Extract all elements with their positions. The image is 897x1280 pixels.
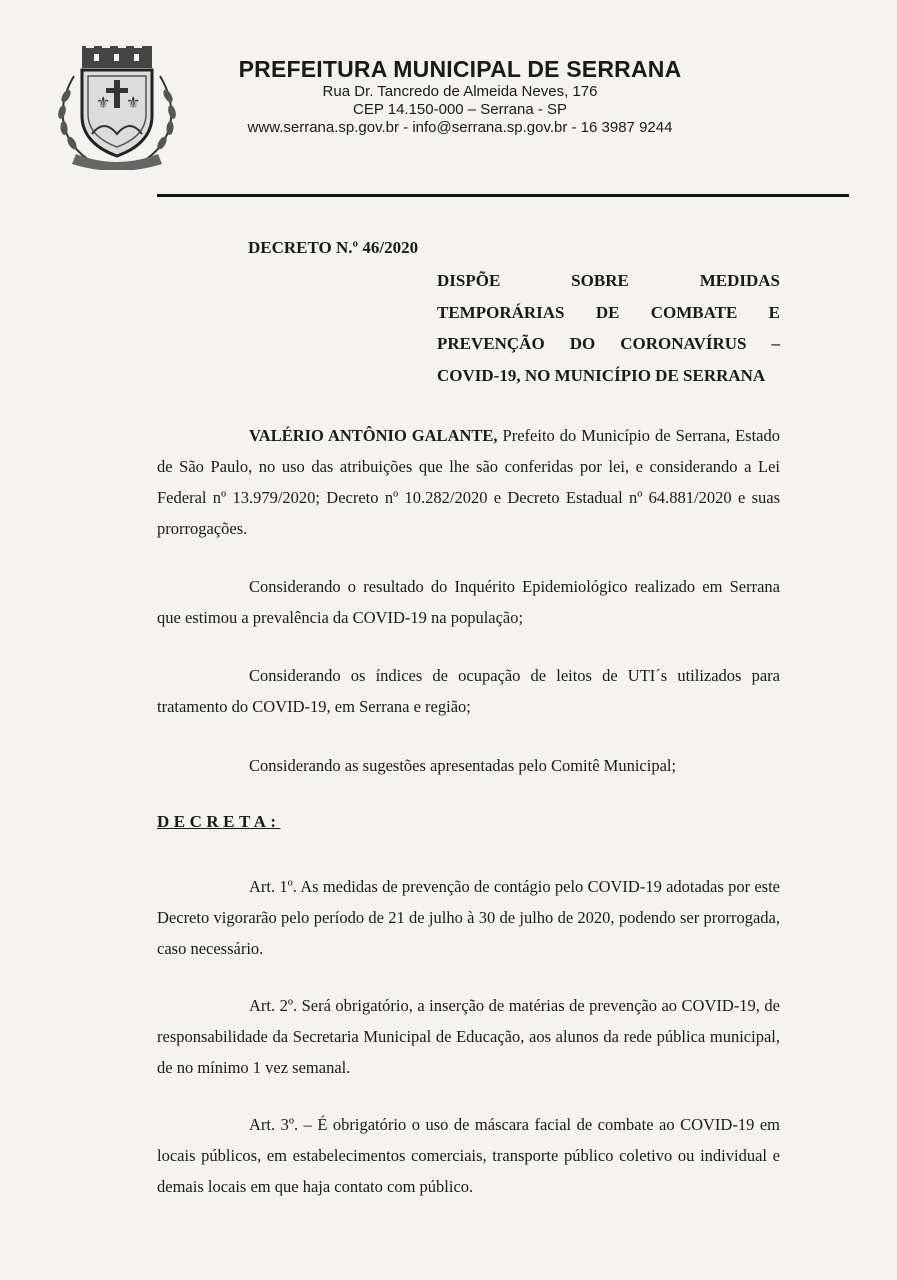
article-paragraph: Art. 1º. As medidas de prevenção de contágio pelo COVID-19 adotadas por este Decreto vigorarão pelo período de 21 de julho à 30 de julho de 2020, podendo ser prorrogada, caso necessário. (157, 877, 780, 958)
municipal-crest-icon (52, 36, 182, 170)
decree-ementa (437, 265, 780, 391)
letterhead (180, 55, 740, 137)
cep-line: CEP 14.150-000 – Serrana - SP (352, 101, 568, 118)
address-line: Rua Dr. Tancredo de Almeida Neves, 176 (322, 83, 598, 100)
considerando-paragraph: Considerando os índices de ocupação de leitos de UTI´s utilizados para tratamento do COVID-19, em Serrana e região; (157, 666, 780, 716)
considerando-paragraph: Considerando o resultado do Inquérito Epidemiológico realizado em Serrana que estimou a prevalência da COVID-19 na população; (157, 577, 780, 627)
preamble-paragraph (157, 420, 780, 544)
svg-text:⚜: ⚜ (126, 93, 141, 112)
article-paragraph: Art. 2º. Será obrigatório, a inserção de matérias de prevenção ao COVID-19, de responsabilidade da Secretaria Municipal de Educação, aos alunos da rede pública municipal, de no mínimo 1 vez semanal. (157, 996, 780, 1077)
mayor-name: VALÉRIO ANTÔNIO GALANTE, (249, 426, 498, 445)
decreta-heading: DECRETA: (157, 812, 281, 831)
article-paragraph: Art. 3º. – É obrigatório o uso de máscara facial de combate ao COVID-19 em locais públicos, em estabelecimentos comerciais, transporte público coletivo ou individual e demais locais em que haja contato com público. (157, 1115, 780, 1196)
ementa-line: COVID-19, NO MUNICÍPIO DE SERRANA (437, 365, 766, 385)
prefeitura-title: PREFEITURA MUNICIPAL DE SERRANA (238, 56, 682, 82)
considerando-paragraph: Considerando as sugestões apresentadas pelo Comitê Municipal; (249, 756, 677, 775)
decree-number: DECRETO N.º 46/2020 (248, 238, 419, 257)
preamble-text: Prefeito do Município de Serrana, Estado de São Paulo, no uso das atribuições que lhe são conferidas por lei, e considerando a Lei Federal nº 13.979/2020; Decreto nº 10.282/2020 e Decreto Estadual nº 64.881/2020 e suas prorrogações. (157, 426, 780, 538)
ementa-line: PREVENÇÃO DO CORONAVÍRUS – (437, 334, 780, 353)
svg-text:⚜: ⚜ (96, 93, 111, 112)
ementa-line: DISPÕE SOBRE MEDIDAS (437, 271, 780, 290)
header-divider (157, 194, 849, 197)
contact-line: www.serrana.sp.gov.br - info@serrana.sp.gov.br - 16 3987 9244 (247, 119, 673, 136)
ementa-line: TEMPORÁRIAS DE COMBATE E (437, 302, 780, 322)
